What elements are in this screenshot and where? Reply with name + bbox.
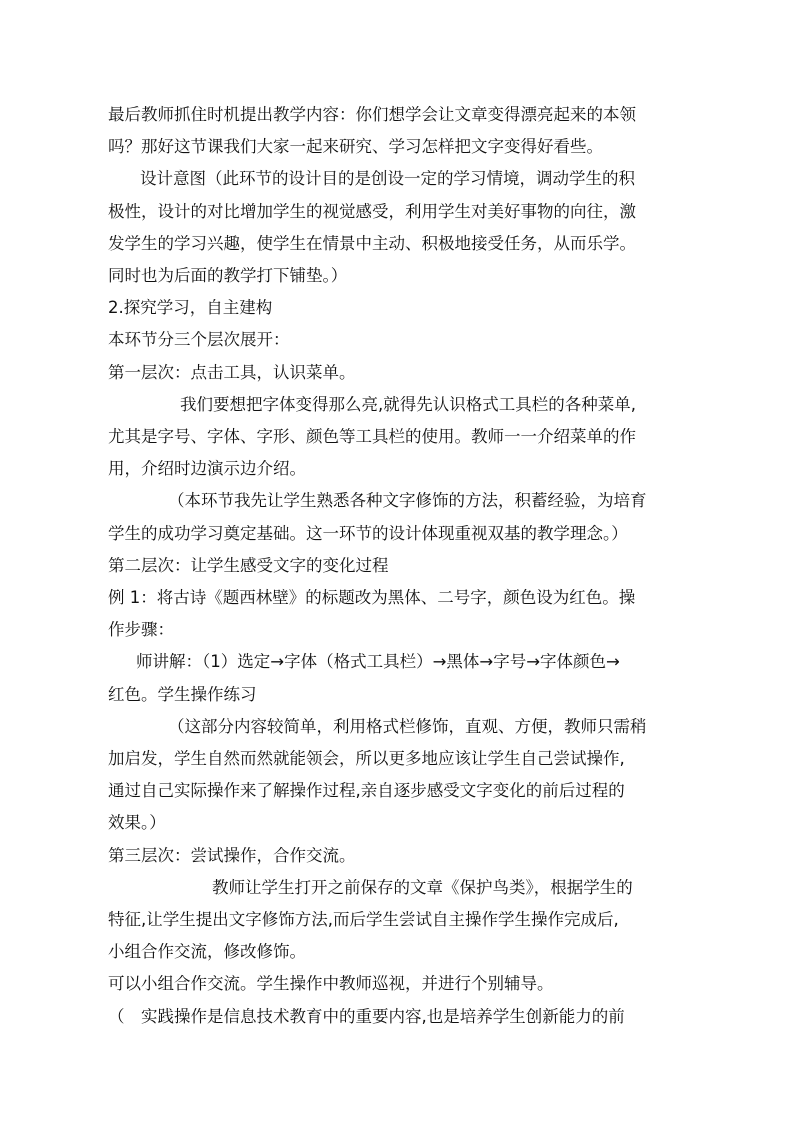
text-line: 我们要想把字体变得那么亮,就得先认识格式工具栏的各种菜单, bbox=[180, 394, 636, 414]
paragraph-level-1-note bbox=[108, 485, 698, 549]
text-line: 特征,让学生提出文字修饰方法,而后学生尝试自主操作学生操作完成后, bbox=[108, 910, 619, 930]
text-line: （本环节我先让学生熟悉各种文字修饰的方法，积蓄经验，为培育 bbox=[168, 491, 647, 511]
text-line: 小组合作交流，修改修饰。 bbox=[108, 942, 306, 962]
text-line: 师讲解：（1）选定→字体（格式工具栏）→黑体→字号→字体颜色→ bbox=[136, 652, 620, 672]
text-line: 尤其是字号、字体、字形、颜色等工具栏的使用。教师一一介绍菜单的作 bbox=[108, 427, 636, 447]
text-line: 设计意图（此环节的设计目的是创设一定的学习情境，调动学生的积 bbox=[140, 169, 635, 189]
section-intro bbox=[108, 324, 698, 356]
text-line: 通过自己实际操作来了解操作过程,亲自逐步感受文字变化的前后过程的 bbox=[108, 781, 625, 801]
paragraph-level-3-extra bbox=[108, 968, 698, 1000]
paragraph-teacher-explain bbox=[108, 646, 698, 710]
paragraph-practice-note bbox=[108, 1001, 698, 1033]
text-line: 红色。学生操作练习 bbox=[108, 684, 257, 704]
text-line: 最后教师抓住时机提出教学内容：你们想学会让文章变得漂亮起来的本领 bbox=[108, 105, 636, 124]
text-line: 加启发，学生自然而然就能领会，所以更多地应该让学生自己尝试操作, bbox=[108, 749, 625, 769]
paragraph-level-1-body bbox=[108, 389, 698, 486]
text-line: 效果。） bbox=[108, 813, 166, 833]
text-line: 2.探究学习，自主建构 bbox=[108, 298, 273, 318]
text-line: 例 1：将古诗《题西林壁》的标题改为黑体、二号字，颜色设为红色。操 bbox=[108, 588, 636, 608]
text-line: 第一层次：点击工具，认识菜单。 bbox=[108, 362, 356, 382]
paragraph-intro-end bbox=[108, 99, 698, 163]
text-line: 可以小组合作交流。学生操作中教师巡视，并进行个别辅导。 bbox=[108, 974, 554, 994]
text-line: 教师让学生打开之前保存的文章《保护鸟类》，根据学生的 bbox=[212, 877, 633, 897]
paragraph-example-1 bbox=[108, 582, 698, 646]
level-heading bbox=[108, 840, 698, 872]
paragraph-level-2-note bbox=[108, 711, 698, 840]
text-line: 学生的成功学习奠定基础。这一环节的设计体现重视双基的教学理念。） bbox=[108, 523, 628, 543]
paragraph-level-3-body bbox=[108, 872, 698, 969]
text-line: 极性，设计的对比增加学生的视觉感受，利用学生对美好事物的向往，激 bbox=[108, 201, 636, 221]
text-line: 本环节分三个层次展开： bbox=[108, 330, 290, 350]
level-heading bbox=[108, 357, 698, 389]
document-body bbox=[108, 99, 698, 1033]
text-line: 第二层次：让学生感受文字的变化过程 bbox=[108, 555, 389, 575]
section-heading bbox=[108, 292, 698, 324]
level-heading bbox=[108, 550, 698, 582]
text-line: 吗？那好这节课我们大家一起来研究、学习怎样把文字变得好看些。 bbox=[108, 137, 603, 157]
text-line: 发学生的学习兴趣，使学生在情景中主动、积极地接受任务，从而乐学。 bbox=[108, 233, 636, 253]
text-line: 第三层次：尝试操作，合作交流。 bbox=[108, 845, 356, 865]
text-line: 用，介绍时边演示边介绍。 bbox=[108, 459, 306, 479]
text-line: 同时也为后面的教学打下铺垫。） bbox=[108, 266, 348, 286]
paragraph-design-intent bbox=[108, 163, 698, 292]
text-line: 作步骤： bbox=[108, 620, 174, 640]
text-line: （ 实践操作是信息技术教育中的重要内容,也是培养学生创新能力的前 bbox=[108, 1006, 625, 1026]
text-line: （这部分内容较简单，利用格式栏修饰，直观、方便，教师只需稍 bbox=[168, 716, 647, 736]
